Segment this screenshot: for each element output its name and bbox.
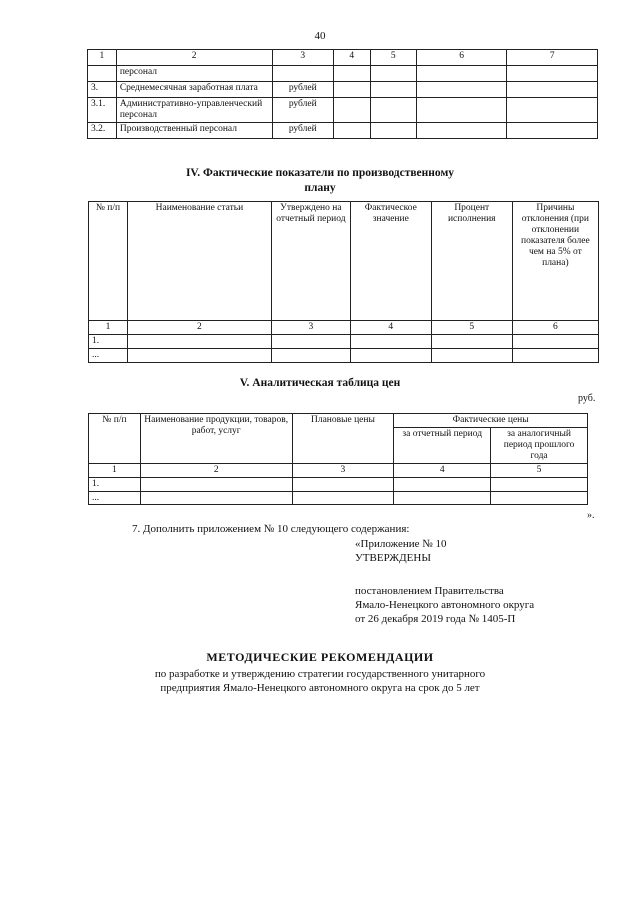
approval-line2: Ямало-Ненецкого автономного округа xyxy=(355,599,535,611)
table-row xyxy=(89,491,588,505)
page-number: 40 xyxy=(314,30,326,42)
table-cell: 3. xyxy=(88,82,117,98)
table-cell: рублей xyxy=(272,98,334,123)
appendix-line2: УТВЕРЖДЕНЫ xyxy=(355,552,431,564)
subtitle-line2: предприятия Ямало-Ненецкого автономного округа на срок до 5 лет xyxy=(160,682,480,694)
table-row xyxy=(88,122,598,138)
table-cell: 3 xyxy=(271,321,350,335)
table-row xyxy=(88,82,598,98)
table-cell: 2 xyxy=(127,321,271,335)
table-cell: 1 xyxy=(88,50,117,66)
table-row xyxy=(89,334,599,348)
table-cell: 3 xyxy=(272,50,334,66)
table-cell: за аналогичный период прошлого года xyxy=(491,427,588,463)
table-cell: 6 xyxy=(416,50,507,66)
approval-block xyxy=(355,584,534,626)
production-plan-table xyxy=(88,201,599,363)
table-cell: ... xyxy=(89,348,128,362)
approval-line1: постановлением Правительства xyxy=(355,585,504,597)
section-5-heading: V. Аналитическая таблица цен xyxy=(239,377,401,389)
table-cell: 1 xyxy=(89,463,141,477)
table-cell: 4 xyxy=(350,321,431,335)
table-row xyxy=(88,66,598,82)
table-cell: 3.2. xyxy=(88,122,117,138)
table-row xyxy=(89,348,599,362)
table-header-row xyxy=(89,202,599,321)
quote-end: ». xyxy=(587,510,595,521)
table-cell: 2 xyxy=(116,50,272,66)
table-cell: персонал xyxy=(116,66,272,82)
section-4-title-line2: плану xyxy=(304,182,336,194)
table-cell: ... xyxy=(89,491,141,505)
table-cell: 4 xyxy=(394,463,491,477)
section-4-title-line1: IV. Фактические показатели по производственному xyxy=(185,167,455,179)
table-cell: 1. xyxy=(89,334,128,348)
table-cell: № п/п xyxy=(89,414,141,464)
table-cell: 1. xyxy=(89,477,141,491)
table-cell xyxy=(272,66,334,82)
currency-unit: руб. xyxy=(578,393,596,404)
table-cell: № п/п xyxy=(89,202,128,321)
table-cell: рублей xyxy=(272,122,334,138)
table-header-row xyxy=(88,50,598,66)
document-title: МЕТОДИЧЕСКИЕ РЕКОМЕНДАЦИИ xyxy=(206,650,434,664)
table-cell: за отчетный период xyxy=(394,427,491,463)
table-cell: Утверждено на отчетный период xyxy=(271,202,350,321)
table-cell: 6 xyxy=(512,321,598,335)
table-cell: Причины отклонения (при отклонении показателя более чем на 5% от плана) xyxy=(512,202,598,321)
table-number-row xyxy=(89,463,588,477)
table-cell: Производственный персонал xyxy=(116,122,272,138)
price-table xyxy=(88,413,588,505)
section-4-heading xyxy=(0,166,640,196)
table-cell: 2 xyxy=(140,463,292,477)
table-cell: 7 xyxy=(507,50,598,66)
table-cell: 5 xyxy=(491,463,588,477)
table-header-row xyxy=(89,414,588,428)
table-cell: Фактическое значение xyxy=(350,202,431,321)
table-cell: 5 xyxy=(431,321,512,335)
paragraph-7: 7. Дополнить приложением № 10 следующего содержания: xyxy=(132,523,410,535)
table-cell xyxy=(88,66,117,82)
table-number-row xyxy=(89,321,599,335)
table-row xyxy=(89,477,588,491)
appendix-header xyxy=(355,537,447,565)
table-cell: Фактические цены xyxy=(394,414,588,428)
table-cell: Плановые цены xyxy=(292,414,394,464)
table-cell: Наименование статьи xyxy=(127,202,271,321)
table-cell: 3.1. xyxy=(88,98,117,123)
document-subtitle xyxy=(0,667,640,695)
table-cell: Наименование продукции, товаров, работ, услуг xyxy=(140,414,292,464)
table-cell: 5 xyxy=(370,50,416,66)
salary-table xyxy=(87,49,598,139)
subtitle-line1: по разработке и утверждению стратегии государственного унитарного xyxy=(154,668,486,680)
table-cell: рублей xyxy=(272,82,334,98)
table-cell: Процент исполнения xyxy=(431,202,512,321)
table-cell: Среднемесячная заработная плата xyxy=(116,82,272,98)
table-cell: 4 xyxy=(334,50,371,66)
table-cell: 1 xyxy=(89,321,128,335)
approval-line3: от 26 декабря 2019 года № 1405-П xyxy=(355,613,516,625)
table-cell: 3 xyxy=(292,463,394,477)
table-cell: Административно-управленческий персонал xyxy=(116,98,272,123)
appendix-line1: «Приложение № 10 xyxy=(355,538,447,550)
table-row xyxy=(88,98,598,123)
